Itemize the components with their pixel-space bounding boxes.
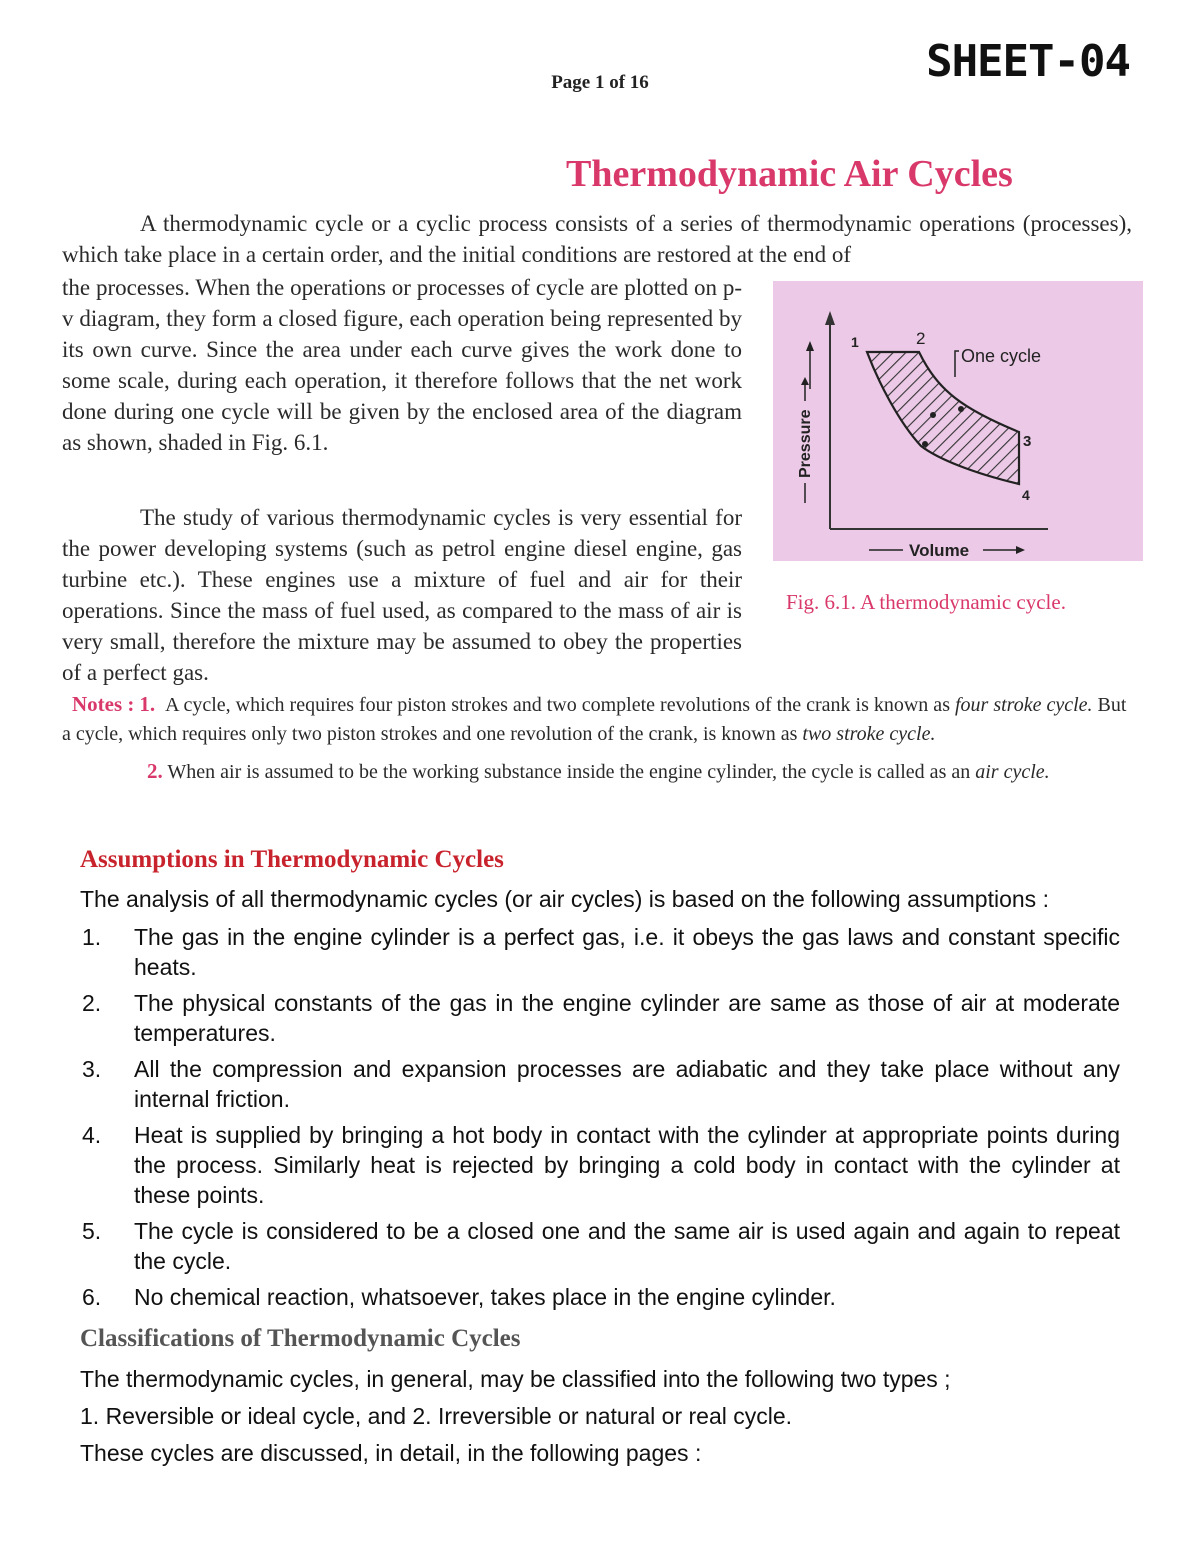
note-1-text-a: A cycle, which requires four piston strokes and two complete revolutions of the crank is known as [165,694,950,716]
figure-caption: Fig. 6.1. A thermodynamic cycle. [786,590,1066,614]
list-item-number: 5. [82,1218,102,1244]
note-1-text-b: But a cycle, which requires only two piston strokes and one revolution of the crank, is known as [62,694,1127,745]
x-axis-label-arrow-icon [1016,546,1025,554]
list-item-number: 2. [82,990,102,1016]
assumptions-heading: Assumptions in Thermodynamic Cycles [80,846,504,873]
cycle-direction-marker [922,441,928,447]
note-2-term: air cycle. [975,761,1050,783]
intro-paragraph-1: A thermodynamic cycle or a cyclic process consists of a series of thermodynamic operations (processes), which take place in a certain order, and the initial conditions are restored at the end of [62,211,1132,267]
list-item-text: Heat is supplied by bringing a hot body in contact with the cylinder at appropriate points during the process. Similarly heat is rejected by bringing a cold body in contact with the cylinder at these points. [134,1122,1120,1208]
y-axis-arrow-icon [825,311,835,325]
note-1 [62,690,1132,749]
cycle-direction-marker [958,406,964,412]
point-label-3: 3 [1023,433,1032,450]
list-item [80,1054,1120,1114]
assumptions-intro: The analysis of all thermodynamic cycles (or air cycles) is based on the following assumptions : [80,886,1049,912]
note-2-text: When air is assumed to be the working substance inside the engine cylinder, the cycle is called as an [167,761,971,783]
list-item [80,1216,1120,1276]
note-1-term-1: four stroke cycle. [954,694,1093,716]
point-label-2: 2 [916,329,926,348]
intro-paragraph-2: The study of various thermodynamic cycles is very essential for the power developing systems (such as petrol engine diesel engine, gas turbine etc.). These engines use a mixture of fuel and air for their operations. Since the mass of fuel used, as compared to the mass of air is very small, therefore the mixture may be assumed to obey the properties of a perfect gas. [62,505,742,685]
list-item [80,988,1120,1048]
list-item-number: 3. [82,1056,102,1082]
page-number: Page 1 of 16 [551,72,649,93]
classifications-heading: Classifications of Thermodynamic Cycles [80,1325,521,1352]
list-item [80,922,1120,982]
notes-label: Notes : [72,692,135,716]
list-item-text: The gas in the engine cylinder is a perfect gas, i.e. it obeys the gas laws and constant specific heats. [134,924,1120,980]
y-axis-label: Pressure [797,409,814,478]
list-item [80,1120,1120,1210]
list-item-number: 6. [82,1284,102,1310]
pressure-arrow-icon [806,341,814,351]
note-1-term-2: two stroke cycle. [802,723,936,745]
y-axis-label-group [797,377,814,503]
list-item-text: The cycle is considered to be a closed one and the same air is used again and again to repeat the cycle. [134,1218,1120,1274]
classifications-line-2: 1. Reversible or ideal cycle, and 2. Irreversible or natural or real cycle. [80,1403,793,1429]
cycle-shaded-area [867,352,1019,484]
one-cycle-leader [955,351,959,377]
sheet-label: SHEET-04 [926,36,1130,87]
intro-paragraph-1-continued: the processes. When the operations or processes of cycle are plotted on p-v diagram, they form a closed figure, each operation being represented by its own curve. Since the area under each curve gives the work done to some scale, during each operation, it therefore follows that the net work done during one cycle will be given by the enclosed area of the diagram as shown, shaded in Fig. 6.1. [62,275,742,455]
classifications-line-3: These cycles are discussed, in detail, in the following pages : [80,1440,702,1466]
list-item-number: 1. [82,924,102,950]
note-2-number: 2. [147,759,163,783]
list-item-number: 4. [82,1122,102,1148]
list-item-text: No chemical reaction, whatsoever, takes place in the engine cylinder. [134,1284,836,1310]
point-label-1: 1 [851,334,859,350]
page-title: Thermodynamic Air Cycles [566,153,1013,195]
assumptions-list [80,922,1120,1318]
list-item-text: The physical constants of the gas in the engine cylinder are same as those of air at moderate temperatures. [134,990,1120,1046]
figure-pv-diagram [773,281,1143,561]
x-axis-label: Volume [909,541,970,560]
note-2 [62,757,1132,787]
notes-section [62,690,1132,787]
pv-diagram-svg [773,281,1143,561]
classifications-line-1: The thermodynamic cycles, in general, may be classified into the following two types ; [80,1366,951,1392]
note-1-number: 1. [139,692,156,716]
list-item-text: All the compression and expansion processes are adiabatic and they take place without any internal friction. [134,1056,1120,1112]
one-cycle-label: One cycle [961,346,1042,366]
list-item [80,1282,1120,1312]
cycle-direction-marker [930,412,936,418]
point-label-4: 4 [1022,487,1030,503]
